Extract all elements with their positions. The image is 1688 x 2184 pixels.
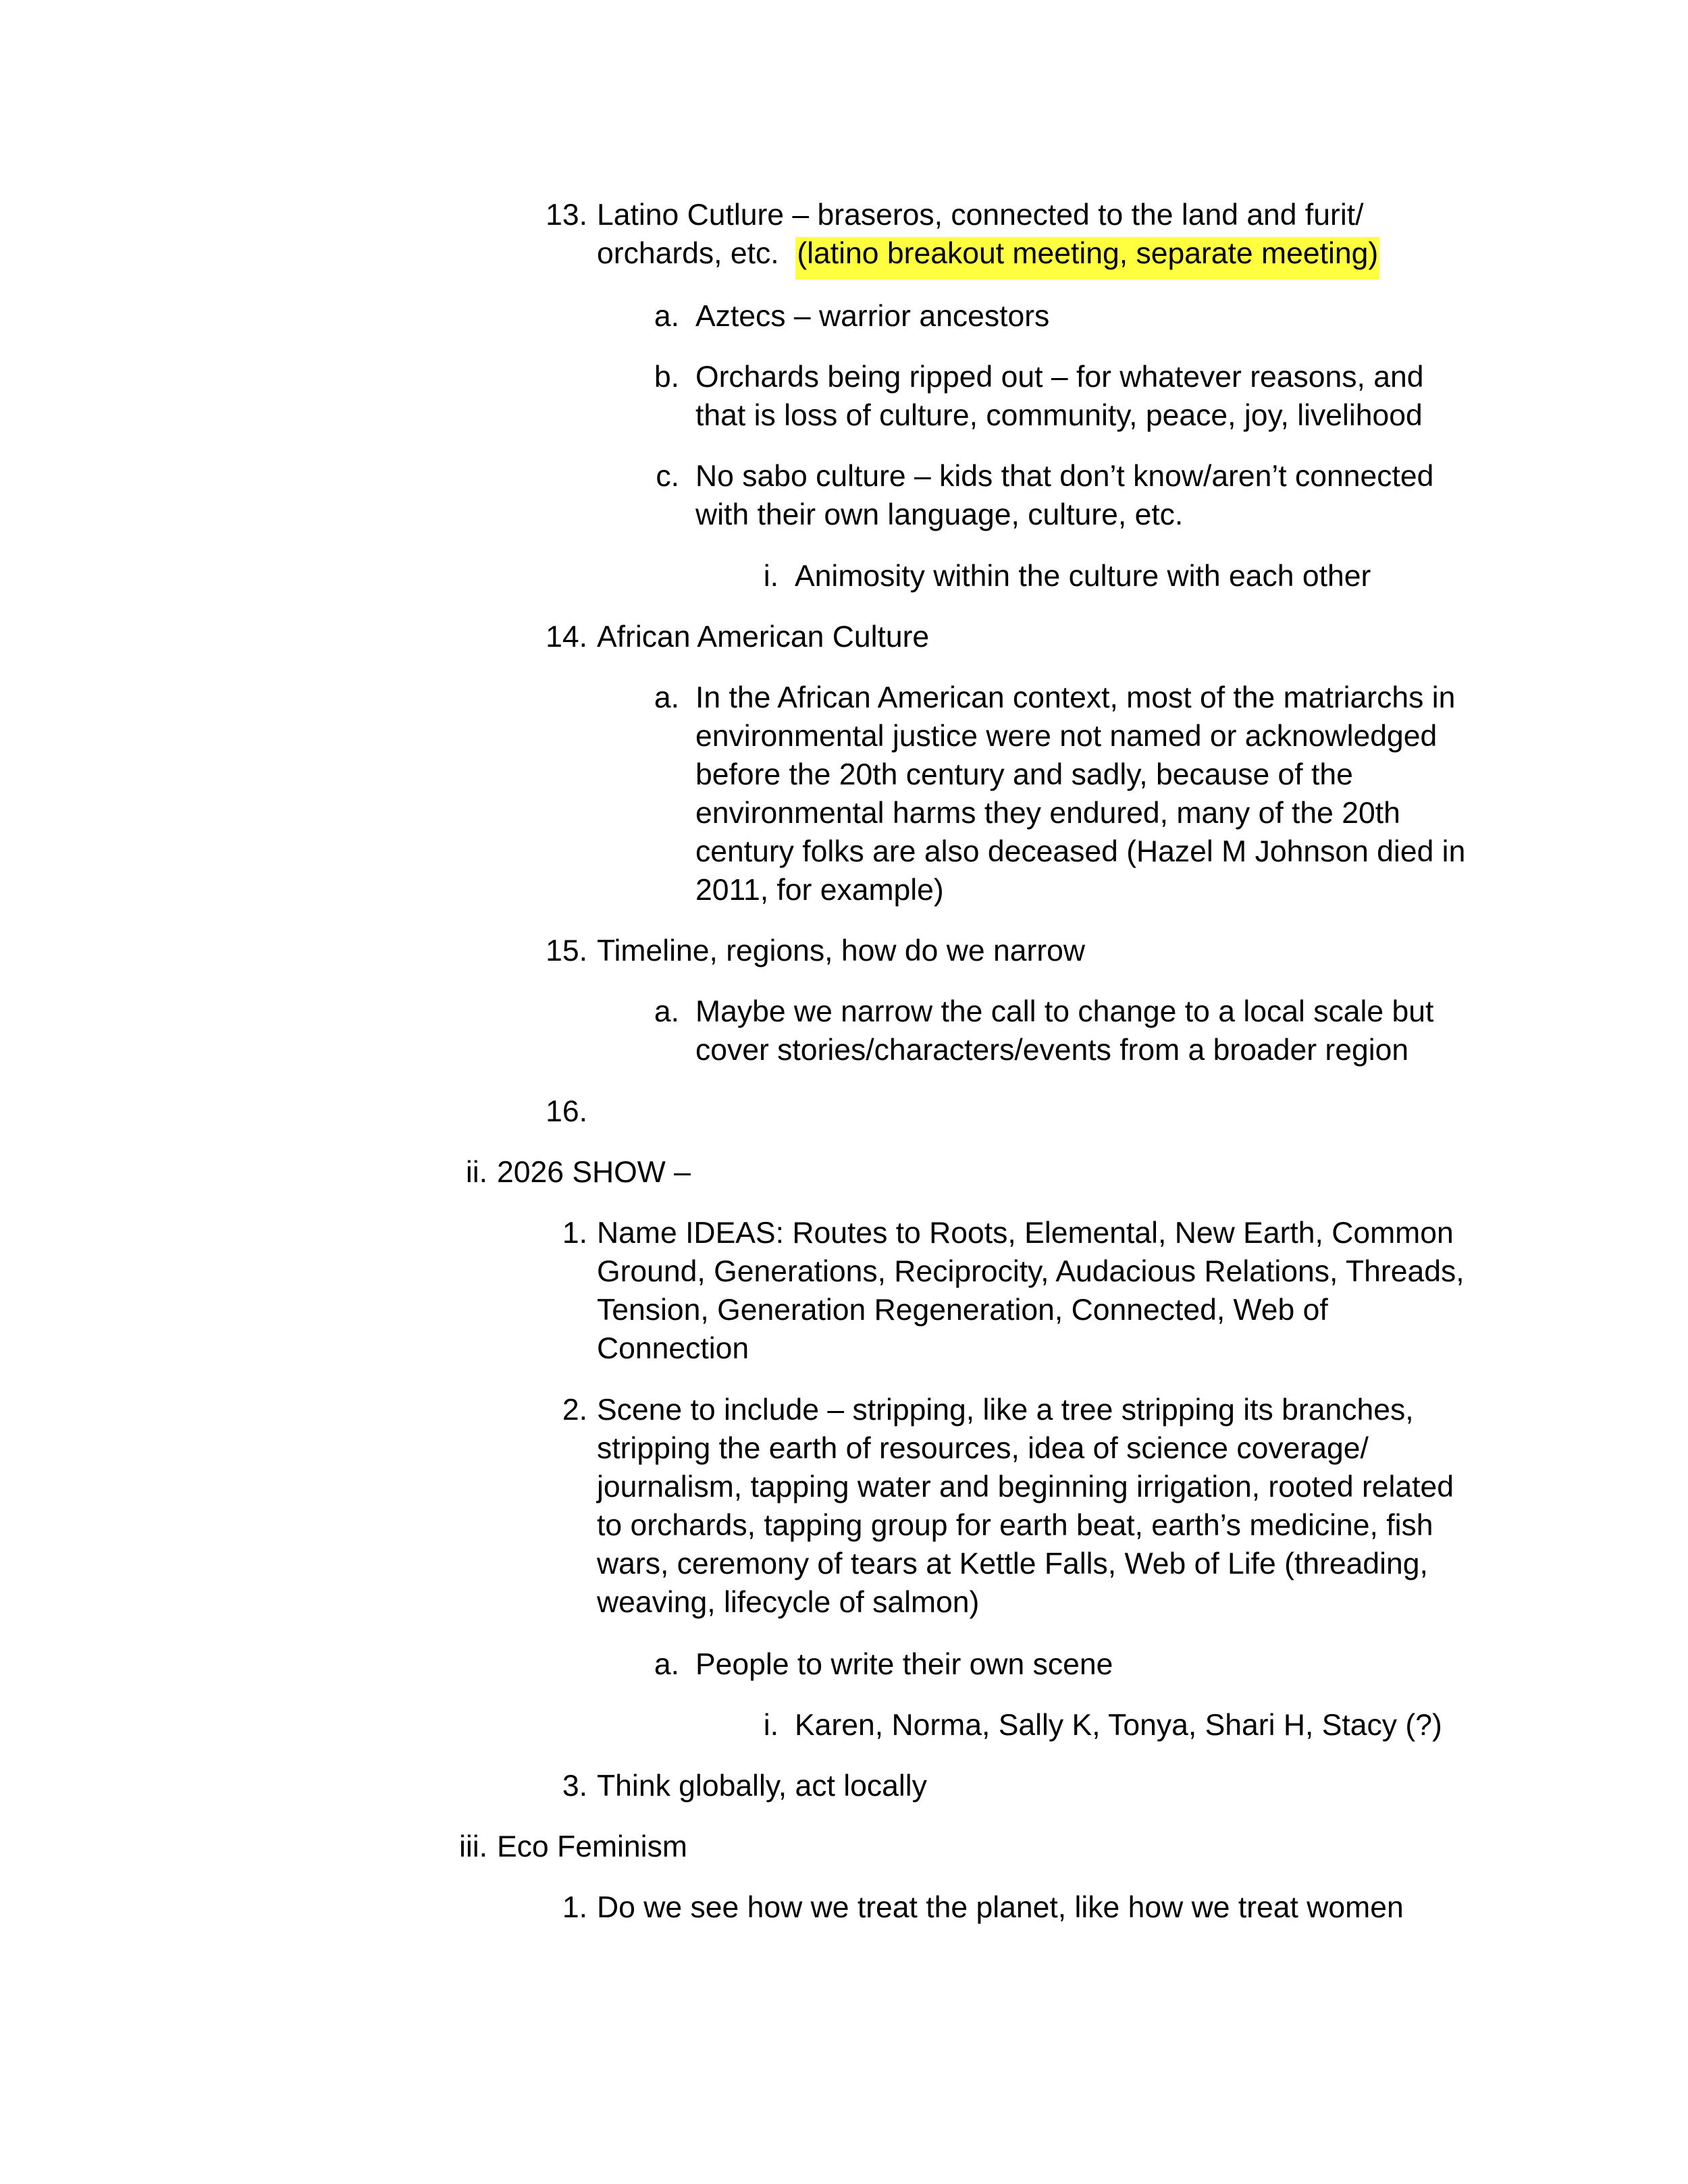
list-marker: 3.: [562, 1769, 587, 1803]
list-marker: 14.: [546, 620, 587, 654]
highlighted-note: (latino breakout meeting, separate meeting): [795, 237, 1379, 279]
list-marker: ii.: [465, 1156, 487, 1189]
list-item-text: cover stories/characters/events from a broader region: [695, 1034, 1409, 1067]
list-item-text: Aztecs – warrior ancestors: [695, 300, 1050, 333]
list-item-text: Animosity within the culture with each other: [795, 560, 1371, 593]
list-marker: a.: [654, 681, 679, 714]
list-item-13: [546, 196, 1379, 273]
list-item-text: Timeline, regions, how do we narrow: [597, 934, 1086, 967]
list-item-text: Think globally, act locally: [597, 1769, 927, 1803]
list-item-text: No sabo culture – kids that don’t know/aren’t connected: [695, 460, 1434, 493]
list-item-ii-2a-i: [763, 1706, 1442, 1744]
list-marker: a.: [654, 995, 679, 1028]
list-item-text: orchards, etc.: [597, 237, 796, 270]
list-item-text: Karen, Norma, Sally K, Tonya, Shari H, Stacy (?): [795, 1709, 1442, 1742]
list-marker: 15.: [546, 934, 587, 967]
list-item-iii: [458, 1828, 687, 1866]
list-item-text: Eco Feminism: [497, 1830, 687, 1863]
list-item-ii-3: [562, 1767, 927, 1805]
list-item-ii-2: [562, 1391, 1454, 1622]
list-item-text: Latino Cutlure – braseros, connected to the land and furit/: [597, 198, 1364, 232]
list-marker: iii.: [458, 1830, 487, 1863]
list-item-text: stripping the earth of resources, idea of science coverage/: [597, 1432, 1369, 1465]
list-item-14: [546, 618, 930, 656]
list-item-14a: [654, 678, 1466, 909]
list-marker: 16.: [546, 1095, 587, 1128]
list-item-text: In the African American context, most of the matriarchs in: [695, 681, 1456, 714]
list-marker: 1.: [562, 1891, 587, 1924]
list-item-text: Connection: [597, 1332, 749, 1365]
list-item-ii-2a: [654, 1645, 1113, 1684]
list-item-text-line: [597, 234, 1379, 273]
list-item-text: Orchards being ripped out – for whatever reasons, and: [695, 361, 1424, 394]
list-marker: a.: [654, 300, 679, 333]
list-item-text: People to write their own scene: [695, 1648, 1113, 1681]
list-item-text: to orchards, tapping group for earth beat, earth’s medicine, fish: [597, 1509, 1433, 1542]
list-marker: 2.: [562, 1393, 587, 1427]
list-item-text: Tension, Generation Regeneration, Connected, Web of: [597, 1294, 1328, 1327]
list-marker: c.: [656, 460, 679, 493]
list-item-ii: [465, 1153, 691, 1192]
list-item-text: African American Culture: [597, 620, 930, 654]
list-item-text: environmental justice were not named or acknowledged: [695, 720, 1438, 753]
list-item-15a: [654, 992, 1434, 1069]
list-item-text: Ground, Generations, Reciprocity, Audacious Relations, Threads,: [597, 1255, 1465, 1288]
list-item-text: that is loss of culture, community, peace, joy, livelihood: [695, 399, 1423, 432]
list-marker: i.: [763, 560, 779, 593]
list-item-13c: [656, 457, 1434, 534]
list-item-text: 2026 SHOW –: [497, 1156, 691, 1189]
list-item-15: [546, 932, 1086, 970]
list-marker: a.: [654, 1648, 679, 1681]
list-item-text: Maybe we narrow the call to change to a local scale but: [695, 995, 1434, 1028]
list-item-text: with their own language, culture, etc.: [695, 498, 1184, 531]
list-item-text: wars, ceremony of tears at Kettle Falls, Web of Life (threading,: [597, 1547, 1428, 1580]
list-item-ii-1: [562, 1214, 1465, 1368]
list-item-text: weaving, lifecycle of salmon): [597, 1586, 980, 1619]
list-marker: 13.: [546, 198, 587, 232]
list-item-iii-1: [562, 1888, 1404, 1927]
list-item-13b: [654, 358, 1424, 435]
list-item-text: Do we see how we treat the planet, like how we treat women: [597, 1891, 1404, 1924]
list-item-text: Name IDEAS: Routes to Roots, Elemental, New Earth, Common: [597, 1217, 1454, 1250]
list-marker: i.: [763, 1709, 779, 1742]
list-item-text: environmental harms they endured, many of the 20th: [695, 797, 1400, 830]
list-item-text: Scene to include – stripping, like a tree stripping its branches,: [597, 1393, 1414, 1427]
list-item-text: 2011, for example): [695, 874, 944, 907]
list-item-text: century folks are also deceased (Hazel M Johnson died in: [695, 835, 1466, 868]
list-marker: 1.: [562, 1217, 587, 1250]
list-item-text: journalism, tapping water and beginning irrigation, rooted related: [597, 1470, 1454, 1503]
list-marker: b.: [654, 361, 679, 394]
list-item-13c-i: [763, 557, 1371, 595]
list-item-text: before the 20th century and sadly, because of the: [695, 758, 1353, 791]
list-item-13a: [654, 297, 1050, 336]
